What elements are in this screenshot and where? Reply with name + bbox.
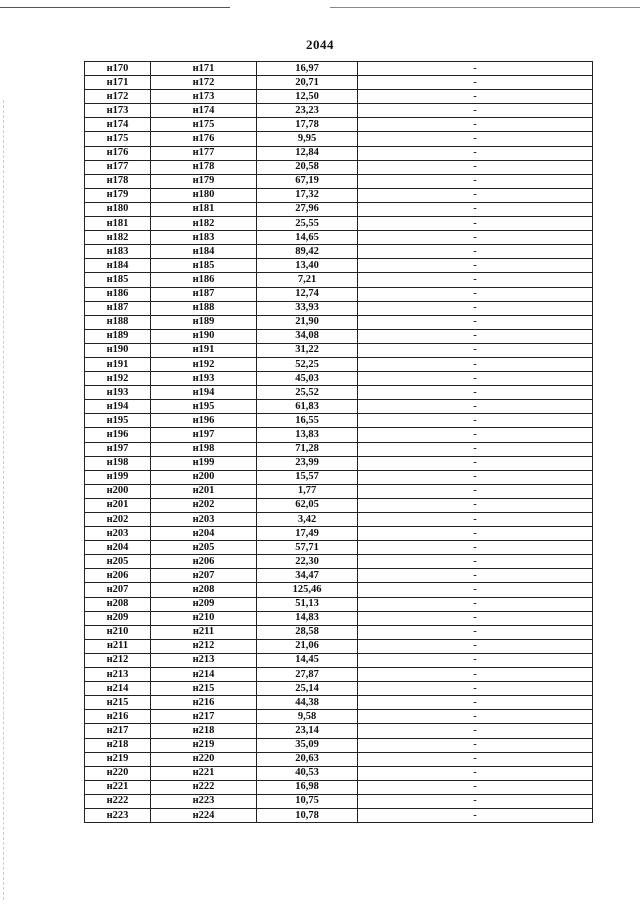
point-from-cell: н199 bbox=[85, 470, 151, 484]
point-from-cell: н207 bbox=[85, 583, 151, 597]
distance-cell: 12,84 bbox=[257, 146, 358, 160]
point-from-cell: н192 bbox=[85, 372, 151, 386]
table-row bbox=[85, 202, 593, 216]
point-from-cell: н202 bbox=[85, 513, 151, 527]
note-cell: - bbox=[358, 76, 593, 90]
distance-cell: 16,97 bbox=[257, 62, 358, 76]
table-row bbox=[85, 498, 593, 512]
distance-cell: 27,96 bbox=[257, 202, 358, 216]
point-from-cell: н180 bbox=[85, 202, 151, 216]
distance-cell: 35,09 bbox=[257, 738, 358, 752]
point-to-cell: н216 bbox=[151, 696, 257, 710]
table-row bbox=[85, 484, 593, 498]
table-row bbox=[85, 428, 593, 442]
note-cell: - bbox=[358, 442, 593, 456]
table-row bbox=[85, 231, 593, 245]
table-row bbox=[85, 513, 593, 527]
point-from-cell: н195 bbox=[85, 414, 151, 428]
note-cell: - bbox=[358, 343, 593, 357]
point-from-cell: н200 bbox=[85, 484, 151, 498]
distance-cell: 1,77 bbox=[257, 484, 358, 498]
distance-cell: 67,19 bbox=[257, 174, 358, 188]
point-from-cell: н188 bbox=[85, 315, 151, 329]
note-cell: - bbox=[358, 682, 593, 696]
note-cell: - bbox=[358, 231, 593, 245]
distance-cell: 20,63 bbox=[257, 752, 358, 766]
point-to-cell: н221 bbox=[151, 766, 257, 780]
point-from-cell: н217 bbox=[85, 724, 151, 738]
table-row bbox=[85, 780, 593, 794]
distance-cell: 20,71 bbox=[257, 76, 358, 90]
note-cell: - bbox=[358, 132, 593, 146]
note-cell: - bbox=[358, 273, 593, 287]
table-row bbox=[85, 456, 593, 470]
distance-cell: 51,13 bbox=[257, 597, 358, 611]
point-to-cell: н202 bbox=[151, 498, 257, 512]
point-to-cell: н217 bbox=[151, 710, 257, 724]
point-to-cell: н176 bbox=[151, 132, 257, 146]
point-to-cell: н215 bbox=[151, 682, 257, 696]
point-to-cell: н173 bbox=[151, 90, 257, 104]
note-cell: - bbox=[358, 118, 593, 132]
distance-cell: 14,65 bbox=[257, 231, 358, 245]
page-number: 2044 bbox=[306, 37, 334, 52]
scan-top-line bbox=[0, 7, 230, 8]
note-cell: - bbox=[358, 386, 593, 400]
point-from-cell: н184 bbox=[85, 259, 151, 273]
table-row bbox=[85, 90, 593, 104]
point-to-cell: н180 bbox=[151, 188, 257, 202]
note-cell: - bbox=[358, 569, 593, 583]
point-to-cell: н178 bbox=[151, 160, 257, 174]
distance-cell: 125,46 bbox=[257, 583, 358, 597]
note-cell: - bbox=[358, 104, 593, 118]
point-to-cell: н199 bbox=[151, 456, 257, 470]
point-to-cell: н220 bbox=[151, 752, 257, 766]
scan-top-line-right bbox=[330, 7, 640, 8]
table-row bbox=[85, 555, 593, 569]
note-cell: - bbox=[358, 372, 593, 386]
table-row bbox=[85, 315, 593, 329]
point-to-cell: н200 bbox=[151, 470, 257, 484]
table-row bbox=[85, 442, 593, 456]
point-from-cell: н215 bbox=[85, 696, 151, 710]
point-from-cell: н182 bbox=[85, 231, 151, 245]
distance-cell: 34,08 bbox=[257, 329, 358, 343]
point-from-cell: н211 bbox=[85, 639, 151, 653]
point-to-cell: н207 bbox=[151, 569, 257, 583]
point-to-cell: н184 bbox=[151, 245, 257, 259]
note-cell: - bbox=[358, 174, 593, 188]
note-cell: - bbox=[358, 597, 593, 611]
note-cell: - bbox=[358, 710, 593, 724]
note-cell: - bbox=[358, 696, 593, 710]
point-from-cell: н209 bbox=[85, 611, 151, 625]
point-to-cell: н195 bbox=[151, 400, 257, 414]
distance-cell: 14,83 bbox=[257, 611, 358, 625]
distance-cell: 21,06 bbox=[257, 639, 358, 653]
table-row bbox=[85, 174, 593, 188]
distance-cell: 44,38 bbox=[257, 696, 358, 710]
point-to-cell: н218 bbox=[151, 724, 257, 738]
note-cell: - bbox=[358, 414, 593, 428]
point-to-cell: н219 bbox=[151, 738, 257, 752]
distance-cell: 61,83 bbox=[257, 400, 358, 414]
note-cell: - bbox=[358, 541, 593, 555]
distance-cell: 25,52 bbox=[257, 386, 358, 400]
note-cell: - bbox=[358, 583, 593, 597]
note-cell: - bbox=[358, 668, 593, 682]
table-row bbox=[85, 259, 593, 273]
point-to-cell: н206 bbox=[151, 555, 257, 569]
point-from-cell: н221 bbox=[85, 780, 151, 794]
point-to-cell: н188 bbox=[151, 301, 257, 315]
note-cell: - bbox=[358, 498, 593, 512]
table-row bbox=[85, 653, 593, 667]
note-cell: - bbox=[358, 160, 593, 174]
distance-cell: 89,42 bbox=[257, 245, 358, 259]
distance-cell: 12,50 bbox=[257, 90, 358, 104]
point-to-cell: н186 bbox=[151, 273, 257, 287]
table-row bbox=[85, 583, 593, 597]
point-to-cell: н192 bbox=[151, 357, 257, 371]
table-row bbox=[85, 766, 593, 780]
point-to-cell: н172 bbox=[151, 76, 257, 90]
table-row bbox=[85, 569, 593, 583]
distance-cell: 40,53 bbox=[257, 766, 358, 780]
point-from-cell: н194 bbox=[85, 400, 151, 414]
table-row bbox=[85, 287, 593, 301]
distance-cell: 10,78 bbox=[257, 808, 358, 822]
point-to-cell: н209 bbox=[151, 597, 257, 611]
table-row bbox=[85, 597, 593, 611]
table-row bbox=[85, 118, 593, 132]
table-row bbox=[85, 245, 593, 259]
distance-cell: 15,57 bbox=[257, 470, 358, 484]
point-to-cell: н204 bbox=[151, 527, 257, 541]
point-to-cell: н191 bbox=[151, 343, 257, 357]
note-cell: - bbox=[358, 484, 593, 498]
table-row bbox=[85, 625, 593, 639]
note-cell: - bbox=[358, 90, 593, 104]
point-to-cell: н190 bbox=[151, 329, 257, 343]
point-to-cell: н205 bbox=[151, 541, 257, 555]
point-from-cell: н220 bbox=[85, 766, 151, 780]
note-cell: - bbox=[358, 808, 593, 822]
table-row bbox=[85, 724, 593, 738]
table-row bbox=[85, 541, 593, 555]
distance-cell: 62,05 bbox=[257, 498, 358, 512]
distance-cell: 33,93 bbox=[257, 301, 358, 315]
point-from-cell: н181 bbox=[85, 217, 151, 231]
note-cell: - bbox=[358, 357, 593, 371]
table-row bbox=[85, 386, 593, 400]
distance-cell: 23,14 bbox=[257, 724, 358, 738]
point-from-cell: н171 bbox=[85, 76, 151, 90]
table-row bbox=[85, 357, 593, 371]
point-from-cell: н170 bbox=[85, 62, 151, 76]
point-from-cell: н178 bbox=[85, 174, 151, 188]
note-cell: - bbox=[358, 527, 593, 541]
distance-cell: 12,74 bbox=[257, 287, 358, 301]
point-from-cell: н183 bbox=[85, 245, 151, 259]
distance-cell: 13,83 bbox=[257, 428, 358, 442]
table-row bbox=[85, 470, 593, 484]
point-to-cell: н174 bbox=[151, 104, 257, 118]
table-row bbox=[85, 372, 593, 386]
point-to-cell: н201 bbox=[151, 484, 257, 498]
point-to-cell: н208 bbox=[151, 583, 257, 597]
table-row bbox=[85, 710, 593, 724]
note-cell: - bbox=[358, 555, 593, 569]
distance-cell: 9,58 bbox=[257, 710, 358, 724]
point-from-cell: н191 bbox=[85, 357, 151, 371]
table-row bbox=[85, 160, 593, 174]
distance-cell: 17,78 bbox=[257, 118, 358, 132]
note-cell: - bbox=[358, 794, 593, 808]
point-to-cell: н224 bbox=[151, 808, 257, 822]
point-to-cell: н183 bbox=[151, 231, 257, 245]
point-to-cell: н171 bbox=[151, 62, 257, 76]
note-cell: - bbox=[358, 428, 593, 442]
scan-left-margin-marks bbox=[3, 100, 5, 900]
point-from-cell: н196 bbox=[85, 428, 151, 442]
table-row bbox=[85, 752, 593, 766]
note-cell: - bbox=[358, 780, 593, 794]
table-row bbox=[85, 273, 593, 287]
point-from-cell: н205 bbox=[85, 555, 151, 569]
point-from-cell: н189 bbox=[85, 329, 151, 343]
distance-cell: 52,25 bbox=[257, 357, 358, 371]
note-cell: - bbox=[358, 217, 593, 231]
table-row bbox=[85, 682, 593, 696]
note-cell: - bbox=[358, 62, 593, 76]
table-row bbox=[85, 639, 593, 653]
point-to-cell: н210 bbox=[151, 611, 257, 625]
note-cell: - bbox=[358, 202, 593, 216]
point-from-cell: н213 bbox=[85, 668, 151, 682]
distance-cell: 23,99 bbox=[257, 456, 358, 470]
point-to-cell: н181 bbox=[151, 202, 257, 216]
distance-cell: 25,14 bbox=[257, 682, 358, 696]
point-from-cell: н190 bbox=[85, 343, 151, 357]
distance-cell: 10,75 bbox=[257, 794, 358, 808]
table-row bbox=[85, 696, 593, 710]
table-row bbox=[85, 217, 593, 231]
point-to-cell: н203 bbox=[151, 513, 257, 527]
note-cell: - bbox=[358, 259, 593, 273]
table-row bbox=[85, 400, 593, 414]
point-to-cell: н179 bbox=[151, 174, 257, 188]
table-row bbox=[85, 329, 593, 343]
point-to-cell: н187 bbox=[151, 287, 257, 301]
point-from-cell: н210 bbox=[85, 625, 151, 639]
point-from-cell: н214 bbox=[85, 682, 151, 696]
point-to-cell: н189 bbox=[151, 315, 257, 329]
coordinates-table bbox=[84, 61, 593, 823]
note-cell: - bbox=[358, 470, 593, 484]
table-row bbox=[85, 414, 593, 428]
point-to-cell: н182 bbox=[151, 217, 257, 231]
point-from-cell: н223 bbox=[85, 808, 151, 822]
point-from-cell: н177 bbox=[85, 160, 151, 174]
distance-cell: 13,40 bbox=[257, 259, 358, 273]
point-to-cell: н198 bbox=[151, 442, 257, 456]
table-row bbox=[85, 76, 593, 90]
distance-cell: 71,28 bbox=[257, 442, 358, 456]
point-from-cell: н204 bbox=[85, 541, 151, 555]
note-cell: - bbox=[358, 329, 593, 343]
distance-cell: 45,03 bbox=[257, 372, 358, 386]
note-cell: - bbox=[358, 188, 593, 202]
point-from-cell: н187 bbox=[85, 301, 151, 315]
point-from-cell: н197 bbox=[85, 442, 151, 456]
distance-cell: 28,58 bbox=[257, 625, 358, 639]
note-cell: - bbox=[358, 752, 593, 766]
point-from-cell: н175 bbox=[85, 132, 151, 146]
distance-cell: 20,58 bbox=[257, 160, 358, 174]
distance-cell: 17,32 bbox=[257, 188, 358, 202]
note-cell: - bbox=[358, 766, 593, 780]
distance-cell: 34,47 bbox=[257, 569, 358, 583]
point-from-cell: н218 bbox=[85, 738, 151, 752]
table-row bbox=[85, 611, 593, 625]
note-cell: - bbox=[358, 146, 593, 160]
distance-cell: 17,49 bbox=[257, 527, 358, 541]
point-to-cell: н194 bbox=[151, 386, 257, 400]
note-cell: - bbox=[358, 724, 593, 738]
note-cell: - bbox=[358, 639, 593, 653]
point-from-cell: н219 bbox=[85, 752, 151, 766]
point-from-cell: н176 bbox=[85, 146, 151, 160]
point-to-cell: н175 bbox=[151, 118, 257, 132]
distance-cell: 22,30 bbox=[257, 555, 358, 569]
table-row bbox=[85, 343, 593, 357]
point-from-cell: н179 bbox=[85, 188, 151, 202]
distance-cell: 21,90 bbox=[257, 315, 358, 329]
point-from-cell: н212 bbox=[85, 653, 151, 667]
note-cell: - bbox=[358, 513, 593, 527]
point-from-cell: н173 bbox=[85, 104, 151, 118]
point-from-cell: н206 bbox=[85, 569, 151, 583]
note-cell: - bbox=[358, 653, 593, 667]
point-to-cell: н185 bbox=[151, 259, 257, 273]
point-from-cell: н193 bbox=[85, 386, 151, 400]
distance-cell: 27,87 bbox=[257, 668, 358, 682]
table-row bbox=[85, 668, 593, 682]
table-body bbox=[85, 62, 593, 823]
distance-cell: 31,22 bbox=[257, 343, 358, 357]
table-row bbox=[85, 527, 593, 541]
note-cell: - bbox=[358, 301, 593, 315]
table-row bbox=[85, 132, 593, 146]
note-cell: - bbox=[358, 287, 593, 301]
note-cell: - bbox=[358, 738, 593, 752]
table-row bbox=[85, 738, 593, 752]
point-to-cell: н211 bbox=[151, 625, 257, 639]
point-from-cell: н203 bbox=[85, 527, 151, 541]
note-cell: - bbox=[358, 625, 593, 639]
distance-cell: 16,55 bbox=[257, 414, 358, 428]
distance-cell: 23,23 bbox=[257, 104, 358, 118]
point-from-cell: н174 bbox=[85, 118, 151, 132]
table-row bbox=[85, 62, 593, 76]
point-from-cell: н222 bbox=[85, 794, 151, 808]
note-cell: - bbox=[358, 611, 593, 625]
note-cell: - bbox=[358, 456, 593, 470]
point-to-cell: н223 bbox=[151, 794, 257, 808]
table-row bbox=[85, 301, 593, 315]
point-to-cell: н222 bbox=[151, 780, 257, 794]
note-cell: - bbox=[358, 400, 593, 414]
table-row bbox=[85, 146, 593, 160]
point-from-cell: н201 bbox=[85, 498, 151, 512]
distance-cell: 25,55 bbox=[257, 217, 358, 231]
distance-cell: 57,71 bbox=[257, 541, 358, 555]
table-row bbox=[85, 808, 593, 822]
point-to-cell: н214 bbox=[151, 668, 257, 682]
distance-cell: 7,21 bbox=[257, 273, 358, 287]
table-row bbox=[85, 188, 593, 202]
note-cell: - bbox=[358, 315, 593, 329]
note-cell: - bbox=[358, 245, 593, 259]
distance-cell: 16,98 bbox=[257, 780, 358, 794]
point-to-cell: н212 bbox=[151, 639, 257, 653]
point-to-cell: н193 bbox=[151, 372, 257, 386]
distance-cell: 14,45 bbox=[257, 653, 358, 667]
point-to-cell: н196 bbox=[151, 414, 257, 428]
point-from-cell: н186 bbox=[85, 287, 151, 301]
point-from-cell: н172 bbox=[85, 90, 151, 104]
point-from-cell: н208 bbox=[85, 597, 151, 611]
point-to-cell: н213 bbox=[151, 653, 257, 667]
table-row bbox=[85, 104, 593, 118]
distance-cell: 9,95 bbox=[257, 132, 358, 146]
table-row bbox=[85, 794, 593, 808]
point-to-cell: н197 bbox=[151, 428, 257, 442]
distance-cell: 3,42 bbox=[257, 513, 358, 527]
point-to-cell: н177 bbox=[151, 146, 257, 160]
point-from-cell: н216 bbox=[85, 710, 151, 724]
point-from-cell: н198 bbox=[85, 456, 151, 470]
point-from-cell: н185 bbox=[85, 273, 151, 287]
